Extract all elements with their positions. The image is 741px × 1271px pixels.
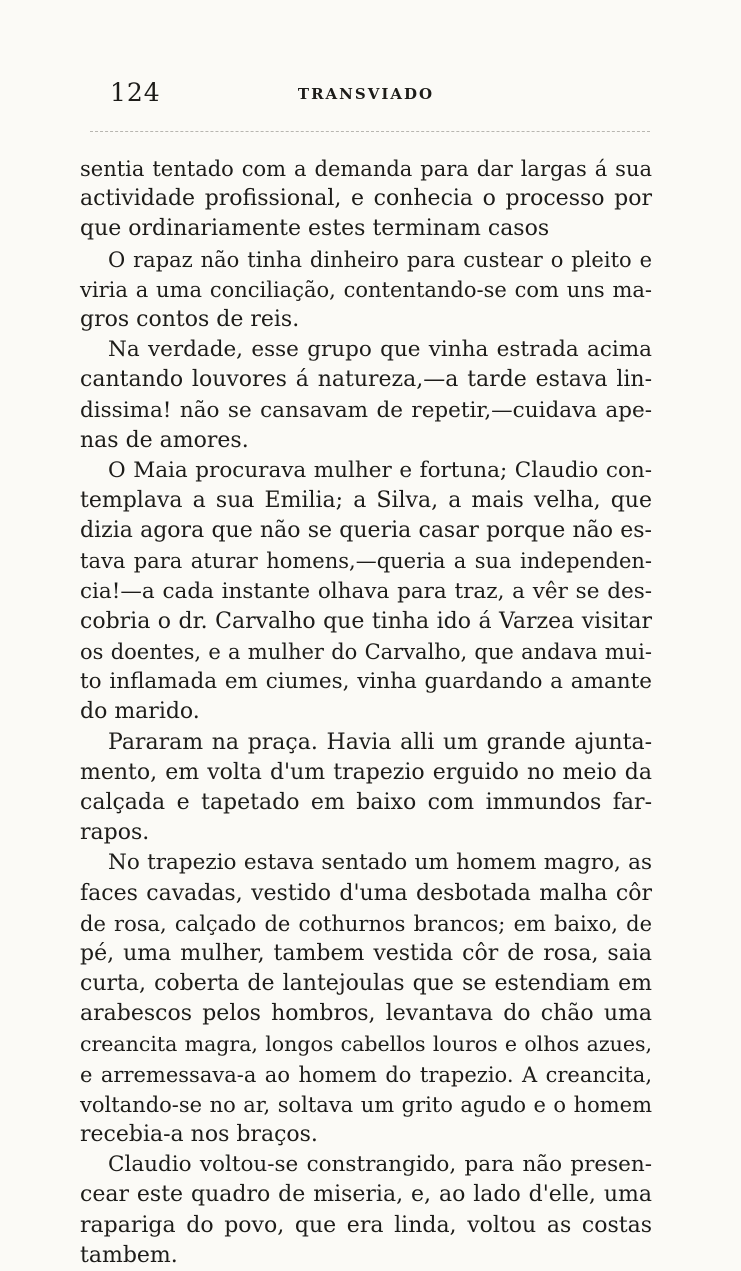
- text-line: O rapaz não tinha dinheiro para custear o pleito e: [108, 247, 652, 272]
- text-line: nas de amores.: [80, 427, 249, 453]
- text-line: cantando louvores á natureza,—a tarde estava lin-: [80, 367, 652, 393]
- text-line: actividade profissional, e conhecia o processo por: [80, 186, 652, 212]
- text-line: creancita magra, longos cabellos louros e olhos azues,: [80, 1032, 652, 1057]
- text-line: cear este quadro de miseria, e, ao lado d'elle, uma: [80, 1182, 652, 1208]
- text-line: templava a sua Emilia; a Silva, a mais velha, que: [80, 488, 652, 514]
- text-line: dizia agora que não se queria casar porque não es-: [80, 518, 652, 544]
- page-header: [80, 78, 652, 110]
- text-line: gros contos de reis.: [80, 306, 300, 332]
- text-line: pé, uma mulher, tambem vestida côr de rosa, saia: [80, 940, 652, 966]
- text-line: de rosa, calçado de cothurnos brancos; em baixo, de: [80, 911, 652, 936]
- text-line: to inflamada em ciumes, vinha guardando a amante: [80, 669, 652, 695]
- text-line: O Maia procurava mulher e fortuna; Claudio con-: [108, 457, 652, 483]
- text-line: os doentes, e a mulher do Carvalho, que andava mui-: [80, 640, 652, 664]
- body-text: [80, 154, 652, 1271]
- text-line: faces cavadas, vestido d'uma desbotada malha côr: [80, 880, 652, 906]
- text-line: tava para aturar homens,—queria a sua independen-: [80, 549, 652, 574]
- text-line: Claudio voltou-se constrangido, para não presen-: [108, 1152, 652, 1178]
- text-line: sentia tentado com a demanda para dar largas á sua: [80, 157, 652, 181]
- text-line: que ordinariamente estes terminam casos: [80, 216, 550, 242]
- text-line: cobria o dr. Carvalho que tinha ido á Varzea visitar: [80, 608, 652, 634]
- text-line: Pararam na praça. Havia alli um grande ajunta-: [108, 729, 652, 755]
- running-title: TRANSVIADO: [297, 85, 435, 103]
- text-line: tambem.: [80, 1242, 178, 1268]
- text-line: No trapezio estava sentado um homem magro, as: [108, 850, 652, 876]
- text-line: curta, coberta de lantejoulas que se estendiam em: [80, 971, 652, 997]
- text-line: do marido.: [80, 699, 200, 725]
- header-rule: [90, 131, 650, 132]
- text-line: viria a uma conciliação, contentando-se com uns ma-: [80, 277, 652, 302]
- text-line: Na verdade, esse grupo que vinha estrada acima: [108, 337, 652, 363]
- text-line: voltando-se no ar, soltava um grito agudo e o homem: [80, 1092, 652, 1117]
- text-line: cia!—a cada instante olhava para traz, a vêr se des-: [80, 578, 652, 604]
- text-line: dissima! não se cansavam de repetir,—cuidava ape-: [80, 397, 652, 423]
- text-line: rapos.: [80, 820, 150, 846]
- page-number: 124: [110, 78, 161, 107]
- text-line: rapariga do povo, que era linda, voltou as costas: [80, 1212, 652, 1238]
- text-line: arabescos pelos hombros, levantava do chão uma: [80, 1001, 652, 1027]
- text-line: recebia-a nos braços.: [80, 1122, 318, 1147]
- text-line: calçada e tapetado em baixo com immundos far-: [80, 789, 652, 815]
- text-line: mento, em volta d'um trapezio erguido no meio da: [80, 759, 652, 785]
- text-line: e arremessava-a ao homem do trapezio. A creancita,: [80, 1062, 652, 1087]
